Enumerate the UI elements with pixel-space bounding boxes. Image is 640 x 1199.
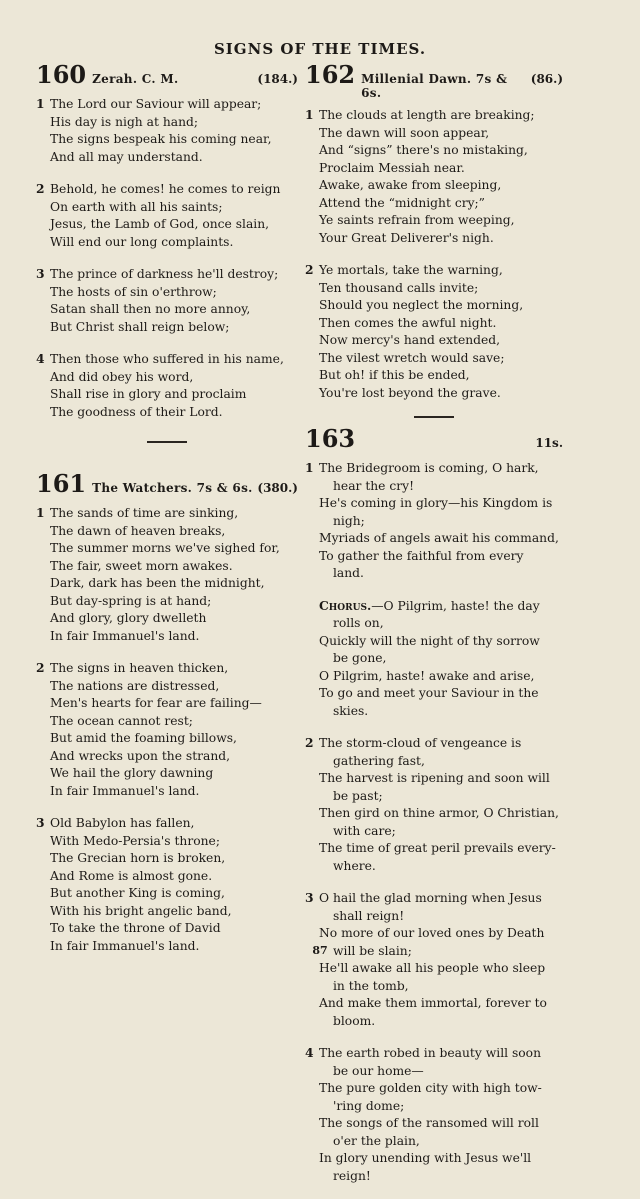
verse-line: Should you neglect the morning,: [319, 298, 524, 312]
verse-line: In fair Immanuel's land.: [50, 938, 200, 953]
hymn-number: 163: [305, 424, 356, 453]
hymn-number: 162: [305, 60, 356, 89]
verse-line: Dark, dark has been the midnight,: [50, 576, 265, 590]
verse-line: gathering fast,: [333, 753, 425, 768]
hymn-number: 160: [36, 60, 87, 89]
verse-line: The fair, sweet morn awakes.: [50, 558, 233, 573]
hymn-tune: Zerah. C. M.: [92, 72, 179, 86]
verse-line: be gone,: [333, 651, 387, 665]
verse-line: The pure golden city with high tow-: [319, 1081, 542, 1095]
verse-line: In glory unending with Jesus we'll: [319, 1151, 532, 1165]
verse-line: With Medo-Persia's throne;: [50, 833, 220, 848]
verse-line: Men's hearts for fear are failing—: [50, 696, 262, 710]
verse-line: 1 The Bridegroom is coming, O hark,: [305, 460, 539, 475]
hymn-heading: [305, 60, 563, 100]
verse-line: 4 The earth robed in beauty will soon: [305, 1045, 542, 1060]
verse-line: be our home—: [333, 1063, 424, 1078]
stanza-number: 1: [36, 96, 45, 111]
verse-line: His day is nigh at hand;: [50, 114, 199, 129]
verse-line: Ye saints refrain from weeping,: [319, 213, 515, 227]
hymn-tune: Millenial Dawn. 7s & 6s.: [361, 72, 508, 100]
verse-line: bloom.: [333, 1013, 376, 1028]
hymn-heading: [36, 60, 298, 89]
verse-line: With his bright angelic band,: [50, 903, 232, 918]
stanza: [305, 459, 563, 583]
stanza: [36, 265, 298, 336]
hymn-162: [305, 60, 563, 402]
stanza: [305, 1044, 563, 1185]
verse-line: 3 Old Babylon has fallen,: [36, 815, 195, 830]
stanza-number: 4: [36, 351, 45, 366]
hymn-reference: (184.): [257, 72, 298, 86]
hymn-heading: [305, 424, 563, 453]
verse-line: where.: [333, 858, 376, 873]
verse-line: skies.: [333, 703, 369, 718]
verse-line: Awake, awake from sleeping,: [319, 178, 502, 192]
verse-line: The dawn of heaven breaks,: [50, 523, 226, 538]
verse-line: The signs bespeak his coming near,: [50, 132, 272, 146]
verse-line: But day-spring is at hand;: [50, 593, 212, 608]
verse-line: The hosts of sin o'erthrow;: [50, 284, 217, 299]
stanza-number: 1: [36, 505, 45, 520]
verse-line: The vilest wretch would save;: [319, 350, 505, 365]
verse-line: with care;: [333, 823, 396, 838]
hymn-reference: 11s.: [535, 436, 563, 450]
verse-line: The ocean cannot rest;: [50, 713, 193, 728]
stanza: [36, 180, 298, 251]
verse-line: nigh;: [333, 513, 365, 528]
stanza-number: 2: [36, 181, 45, 196]
stanza: [305, 261, 563, 402]
verse-line: No more of our loved ones by Death: [319, 926, 545, 940]
verse-line: Satan shall then no more annoy,: [50, 302, 251, 316]
verse-line: Will end our long complaints.: [50, 234, 234, 249]
verse-line: O Pilgrim, haste! awake and arise,: [319, 668, 535, 683]
verse-line: But oh! if this be ended,: [319, 368, 470, 382]
verse-line: And wrecks upon the strand,: [50, 748, 231, 763]
verse-line: The goodness of their Lord.: [50, 404, 223, 419]
hymn-161: [36, 469, 298, 955]
verse-line: hear the cry!: [333, 478, 415, 493]
page-number: 87: [312, 944, 328, 957]
hymn-number: 161: [36, 469, 87, 498]
stanza: [36, 95, 298, 166]
verse-line: The harvest is ripening and soon will: [319, 771, 550, 785]
stanza: [305, 734, 563, 875]
right-column: [305, 60, 563, 1199]
stanza-number: 2: [305, 735, 314, 750]
verse-line: Myriads of angels await his command,: [319, 531, 559, 545]
verse-line: 'ring dome;: [333, 1098, 405, 1113]
verse-line: On earth with all his saints;: [50, 199, 223, 214]
stanza: [36, 659, 298, 800]
stanza: [36, 814, 298, 955]
verse-line: The summer morns we've sighed for,: [50, 541, 280, 555]
verse-line: 2 Ye mortals, take the warning,: [305, 262, 503, 277]
chorus-label: Chorus.: [319, 597, 372, 613]
verse-line: 1 The sands of time are sinking,: [36, 505, 239, 520]
verse-line: And “signs” there's no mistaking,: [319, 143, 528, 157]
hymn-160: [36, 60, 298, 421]
verse-line: Attend the “midnight cry;”: [319, 195, 485, 210]
verse-line: Now mercy's hand extended,: [319, 333, 501, 347]
verse-line: And make them immortal, forever to: [319, 996, 547, 1010]
verse-line: To go and meet your Saviour in the: [319, 686, 539, 700]
verse-line: Then gird on thine armor, O Christian,: [319, 806, 559, 820]
verse-line: But Christ shall reign below;: [50, 319, 230, 334]
verse-line: Quickly will the night of thy sorrow: [319, 633, 540, 648]
verse-line: And Rome is almost gone.: [50, 868, 213, 883]
verse-line: And glory, glory dwelleth: [50, 611, 207, 625]
verse-line: 3 The prince of darkness he'll destroy;: [36, 266, 279, 281]
stanza-number: 4: [305, 1045, 314, 1060]
stanza-number: 3: [36, 266, 45, 281]
stanza-number: 1: [305, 460, 314, 475]
stanza: [36, 504, 298, 645]
verse-line: The dawn will soon appear,: [319, 125, 490, 140]
verse-line: o'er the plain,: [333, 1133, 420, 1148]
verse-line: But amid the foaming billows,: [50, 731, 237, 745]
verse-line: The time of great peril prevails every-: [319, 841, 556, 855]
stanza-number: 3: [305, 890, 314, 905]
verse-line: In fair Immanuel's land.: [50, 628, 200, 643]
hymn-reference: (86.): [530, 72, 563, 86]
verse-line: Your Great Deliverer's nigh.: [319, 230, 494, 245]
verse-line: Proclaim Messiah near.: [319, 160, 465, 175]
verse-line: reign!: [333, 1168, 371, 1183]
verse-line: We hail the glory dawning: [50, 766, 214, 780]
verse-line: He's coming in glory—his Kingdom is: [319, 496, 553, 510]
verse-line: 2 Behold, he comes! he comes to reign: [36, 181, 281, 196]
hymn-heading: [36, 469, 298, 498]
stanza: [305, 106, 563, 247]
verse-line: And did obey his word,: [50, 369, 194, 384]
verse-line: He'll awake all his people who sleep: [319, 961, 546, 975]
verse-line: To gather the faithful from every: [319, 548, 524, 563]
verse-line: shall reign!: [333, 908, 405, 923]
verse-line: rolls on,: [333, 616, 384, 630]
verse-line: 2 The storm-cloud of vengeance is: [305, 735, 522, 750]
page-header: SIGNS OF THE TIMES.: [213, 40, 427, 58]
stanza-number: 3: [36, 815, 45, 830]
verse-line: Jesus, the Lamb of God, once slain,: [50, 217, 270, 231]
verse-line: The nations are distressed,: [50, 678, 220, 693]
verse-line: You're lost beyond the grave.: [319, 385, 501, 400]
verse-line: The songs of the ransomed will roll: [319, 1116, 539, 1130]
verse-line: 3 O hail the glad morning when Jesus: [305, 890, 542, 905]
verse-line: land.: [333, 566, 364, 580]
stanza-number: 1: [305, 107, 314, 122]
hymn-163: [305, 424, 563, 1185]
stanza-number: 2: [305, 262, 314, 277]
verse-line: And all may understand.: [50, 149, 203, 164]
section-divider: [414, 416, 454, 418]
verse-line: be past;: [333, 788, 383, 803]
verse-line: Shall rise in glory and proclaim: [50, 387, 247, 401]
verse-line: 1 The Lord our Saviour will appear;: [36, 96, 262, 111]
verse-line: will be slain;: [333, 943, 412, 958]
verse-line: To take the throne of David: [50, 921, 221, 935]
verse-line: 1 The clouds at length are breaking;: [305, 107, 535, 122]
verse-line: 2 The signs in heaven thicken,: [36, 660, 229, 675]
verse-line: The Grecian horn is broken,: [50, 851, 226, 865]
verse-line: Ten thousand calls invite;: [319, 280, 479, 295]
verse-line: But another King is coming,: [50, 886, 225, 900]
verse-line: In fair Immanuel's land.: [50, 783, 200, 798]
stanza: [305, 889, 563, 1030]
verse-line: Then comes the awful night.: [319, 315, 497, 330]
hymn-tune: The Watchers. 7s & 6s.: [92, 481, 253, 495]
stanza-number: 2: [36, 660, 45, 675]
chorus: [305, 597, 563, 721]
hymn-reference: (380.): [257, 481, 298, 495]
verse-line: Chorus.—O Pilgrim, haste! the day: [319, 597, 540, 613]
left-column: [36, 60, 298, 969]
section-divider: [147, 441, 187, 443]
stanza: [36, 350, 298, 421]
verse-line: in the tomb,: [333, 978, 409, 993]
verse-line: 4 Then those who suffered in his name,: [36, 351, 284, 366]
